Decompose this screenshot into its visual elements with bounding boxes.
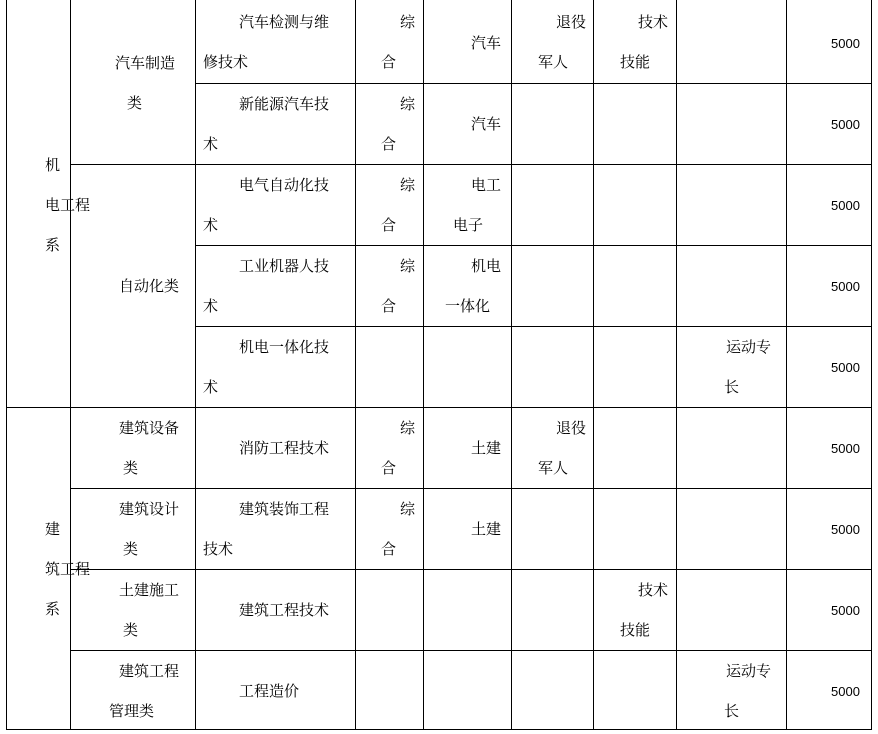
table-rule [6, 729, 872, 730]
table-rule [676, 0, 677, 730]
table-rule [786, 0, 787, 730]
amount-cell: 5000 [831, 684, 860, 699]
table-rule [6, 0, 7, 730]
table-rule [195, 245, 872, 246]
table-rule [195, 326, 872, 327]
amount-cell: 5000 [831, 279, 860, 294]
amount-cell: 5000 [831, 522, 860, 537]
table-rule [71, 488, 872, 489]
amount-cell: 5000 [831, 603, 860, 618]
table-rule [71, 650, 872, 651]
table-rule [71, 569, 872, 570]
amount-cell: 5000 [831, 36, 860, 51]
table-rule [871, 0, 872, 730]
scholarship-table: 机 电工程 系 建 筑工程 系 汽车制造 类 自动化类 建筑设备 类 建筑设计 类 土建施工 类 建筑工程 管理类 汽车检测与维 修技术 新能源汽车技 术 电气自动化技 术 工业机器人技 术 机电一体化技 术 消防工程技术 建筑装饰工程 技术 建筑工程技术 工程造价 综 合 综 合 综 合 综 合 综 合 综 合 汽车 汽车 电工 电子 机电 一体化 土建 土建 退役 军人 退役 军人 技术 技能 技术 技能 运动专 长 运动专 长 5000 5000 5000 5000 5000 5000 5000 5000 5000 [0, 0, 878, 734]
amount-cell: 5000 [831, 441, 860, 456]
amount-cell: 5000 [831, 198, 860, 213]
table-rule [593, 0, 594, 730]
table-rule [71, 164, 872, 165]
table-rule [511, 0, 512, 730]
table-rule [195, 0, 196, 730]
table-rule [195, 83, 872, 84]
amount-cell: 5000 [831, 360, 860, 375]
amount-cell: 5000 [831, 117, 860, 132]
table-rule [6, 407, 872, 408]
table-rule [70, 0, 71, 730]
table-rule [355, 0, 356, 730]
table-rule [423, 0, 424, 730]
